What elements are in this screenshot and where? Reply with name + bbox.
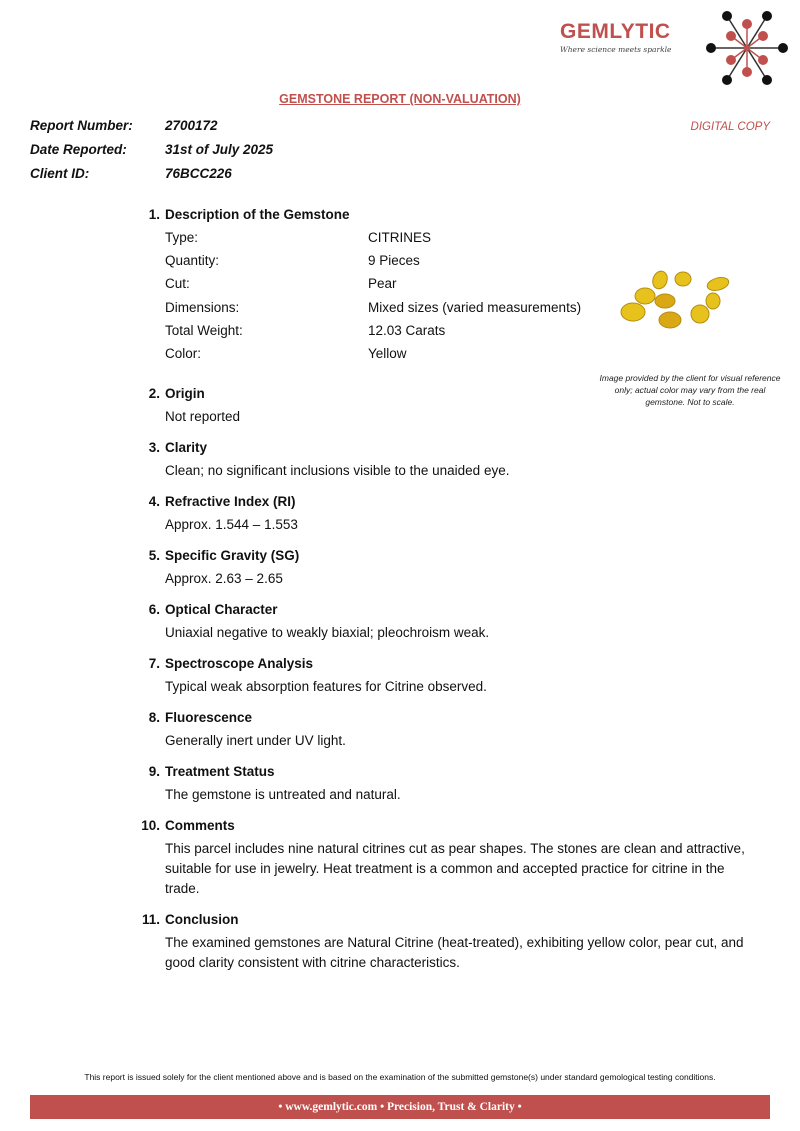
section-spectroscope-analysis: 7. Spectroscope Analysis Typical weak absorption features for Citrine observed.: [140, 653, 760, 697]
digital-copy-label: DIGITAL COPY: [690, 121, 770, 133]
section-body: Approx. 1.544 – 1.553: [165, 517, 298, 533]
section-body: Generally inert under UV light.: [165, 733, 346, 749]
section-treatment-status: 9. Treatment Status The gemstone is untreated and natural.: [140, 761, 760, 805]
description-key: Color:: [165, 346, 202, 362]
section-optical-character: 6. Optical Character Uniaxial negative to weakly biaxial; pleochroism weak.: [140, 599, 760, 643]
section-origin: 2. Origin Not reported: [140, 383, 760, 427]
gemlytic-logo: [560, 8, 790, 88]
section-body: Uniaxial negative to weakly biaxial; pleochroism weak.: [165, 625, 490, 641]
description-value: 12.03 Carats: [368, 322, 446, 338]
section-body: Approx. 2.63 – 2.65: [165, 571, 283, 587]
section-heading: Refractive Index (RI): [165, 494, 296, 510]
meta-client-id: Client ID: 76BCC226: [30, 166, 232, 181]
description-key: Type:: [165, 230, 199, 245]
section-body: Not reported: [165, 409, 241, 425]
section-specific-gravity-sg: 5. Specific Gravity (SG) Approx. 2.63 – 2.65: [140, 545, 760, 589]
description-value: 9 Pieces: [368, 253, 420, 269]
description-value: Yellow: [368, 346, 407, 362]
section-heading: Origin: [165, 386, 205, 402]
section-conclusion: 11. Conclusion The examined gemstones are Natural Citrine (heat-treated), exhibiting yellow color, pear cut, and good clarity consistent with citrine characteristics.: [140, 909, 760, 973]
footer-bar: • www.gemlytic.com • Precision, Trust & Clarity •: [30, 1095, 770, 1119]
section-heading: Specific Gravity (SG): [165, 548, 300, 564]
section-heading: Conclusion: [165, 912, 239, 928]
report-title: GEMSTONE REPORT (NON-VALUATION): [279, 92, 521, 106]
description-value: Mixed sizes (varied measurements): [368, 299, 582, 315]
section-refractive-index-ri: 4. Refractive Index (RI) Approx. 1.544 – 1.553: [140, 491, 760, 535]
logo-brand: GEMLYTIC: [560, 20, 671, 43]
section-heading: Comments: [165, 818, 235, 834]
description-value: Pear: [368, 276, 397, 292]
section-body: The gemstone is untreated and natural.: [165, 787, 401, 803]
meta-report-number: Report Number: 2700172: [30, 118, 218, 133]
description-key: Quantity:: [165, 253, 220, 269]
section-heading: Clarity: [165, 440, 208, 456]
disclaimer: This report is issued solely for the client mentioned above and is based on the examination of the submitted gemstone(s) under standard gemological testing conditions.: [84, 1072, 716, 1082]
description-key: Total Weight:: [165, 322, 243, 338]
section-body: The examined gemstones are Natural Citrine (heat-treated), exhibiting yellow color, pear cut, and good clarity consistent with citrine characteristics.: [165, 935, 744, 971]
section-heading: Treatment Status: [165, 764, 275, 780]
section-description: 1. Description of the Gemstone Type: CITRINES Quantity: 9 Pieces Cut: Pear Dimensions: Mixed sizes (varied measurements) Total Weight: 12.03 Carats Color: Yellow: [140, 204, 760, 365]
report-meta: [30, 118, 273, 190]
image-caption: Image provided by the client for visual reference only; actual color may vary from the real gemstone. Not to scale.: [599, 373, 781, 407]
description-key: Cut:: [165, 276, 190, 292]
section-body: This parcel includes nine natural citrines cut as pear shapes. The stones are clean and attractive, suitable for use in jewelry. Heat treatment is a common and accepted practice for citrine in the trade.: [165, 841, 745, 897]
section-clarity: 3. Clarity Clean; no significant inclusions visible to the unaided eye.: [140, 437, 760, 481]
logo-tagline: Where science meets sparkle: [560, 45, 672, 54]
section-heading: Fluorescence: [165, 710, 253, 726]
section-body: Clean; no significant inclusions visible to the unaided eye.: [165, 463, 510, 479]
section-heading: Spectroscope Analysis: [165, 656, 314, 672]
logo-molecule-icon: [706, 8, 788, 88]
section-body: Typical weak absorption features for Citrine observed.: [165, 679, 487, 695]
citrine-photo: [615, 268, 775, 338]
description-key: Dimensions:: [165, 299, 240, 315]
section-heading: Optical Character: [165, 602, 278, 618]
description-value: CITRINES: [368, 230, 432, 245]
section-heading: Description of the Gemstone: [165, 207, 350, 222]
meta-date-reported: Date Reported: 31st of July 2025: [30, 142, 274, 157]
description-row: [165, 342, 760, 365]
section-comments: 10. Comments This parcel includes nine natural citrines cut as pear shapes. The stones are clean and attractive, suitable for use in jewelry. Heat treatment is a common and accepted practice for citrine in the trade.: [140, 815, 760, 899]
description-row: [165, 226, 760, 249]
section-fluorescence: 8. Fluorescence Generally inert under UV light.: [140, 707, 760, 751]
